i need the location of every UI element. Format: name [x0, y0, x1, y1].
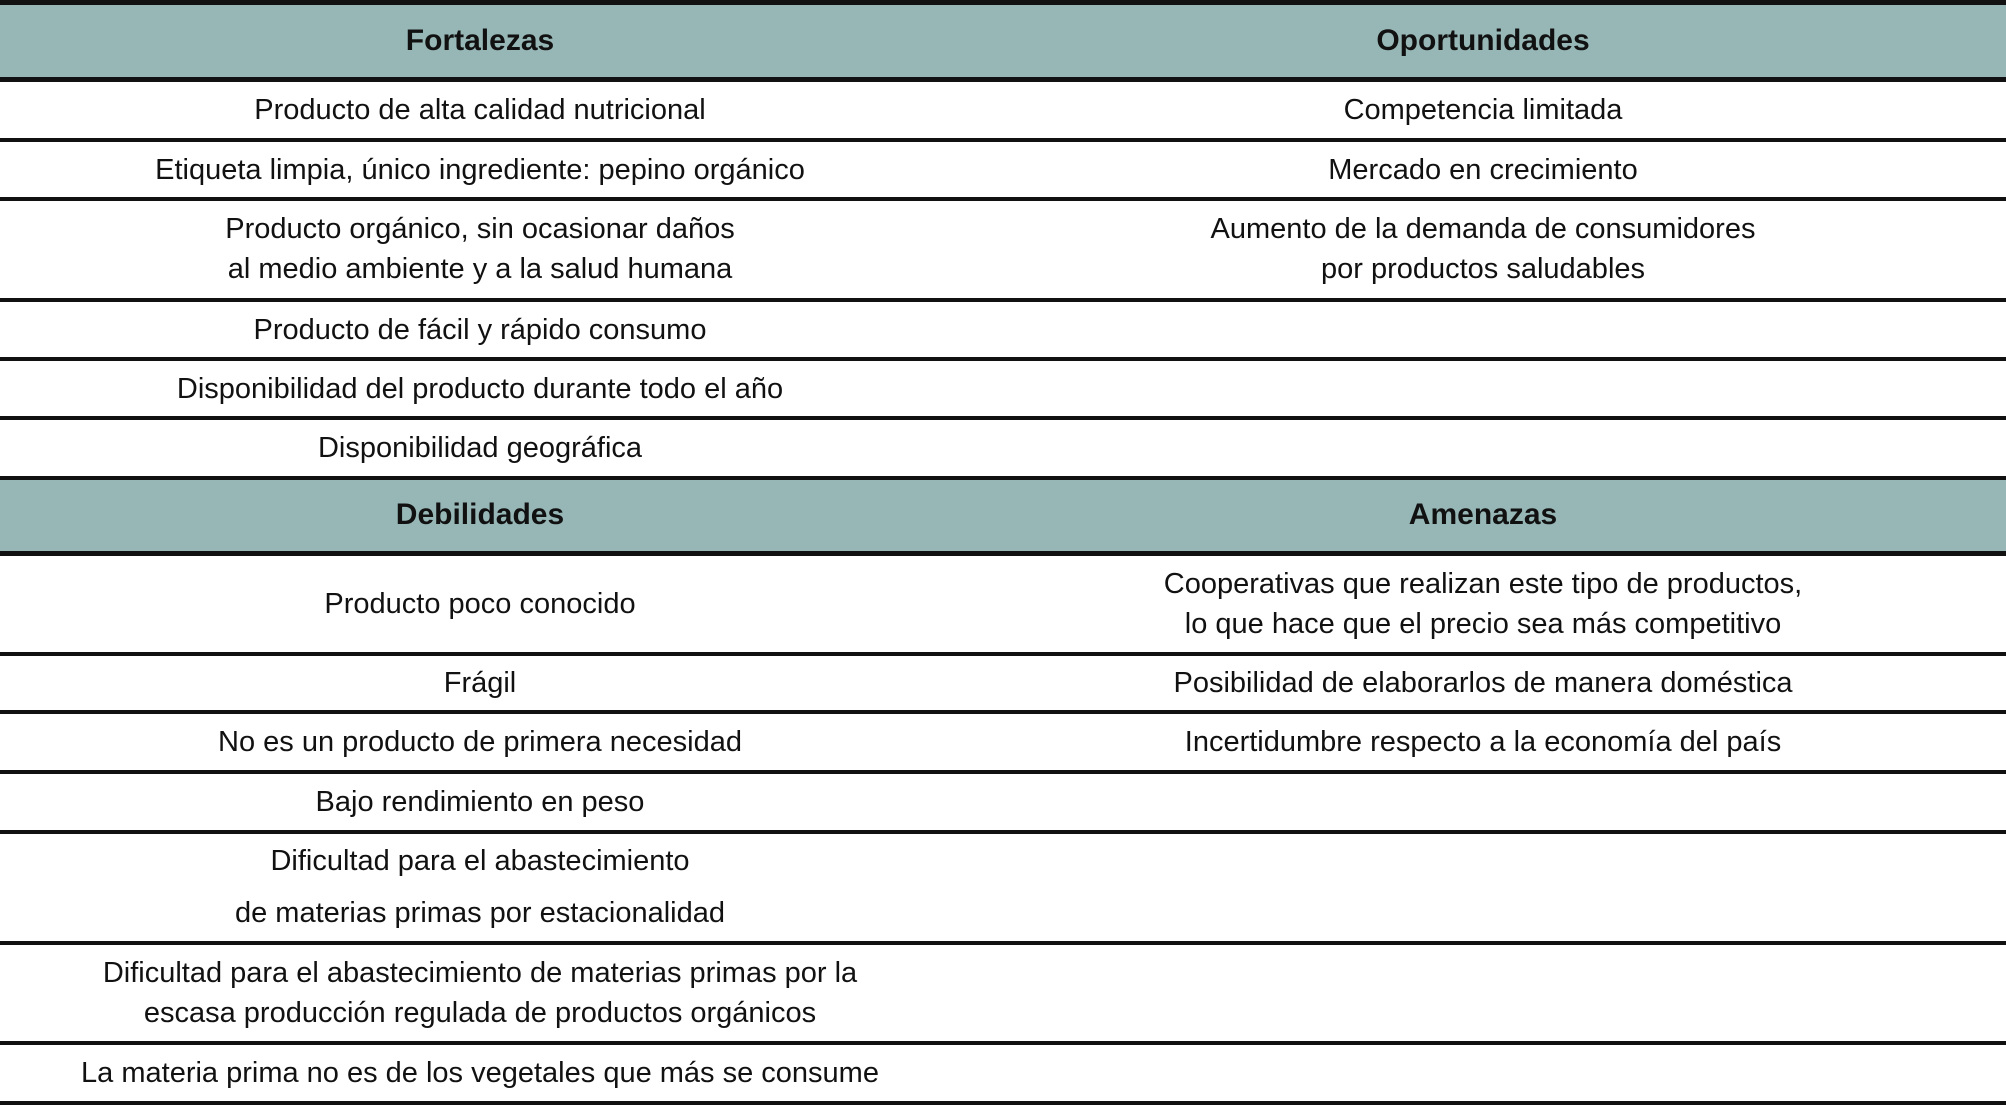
table-row — [0, 199, 2006, 299]
header-row-strengths-opportunities — [0, 3, 2006, 80]
threat-cell — [960, 943, 2006, 1043]
threat-cell — [960, 1043, 2006, 1103]
weakness-cell: La materia prima no es de los vegetales que más se consume — [0, 1043, 960, 1103]
table-row — [0, 140, 2006, 199]
opportunity-cell — [960, 359, 2006, 418]
weakness-cell: Dificultad para el abastecimiento de materias primas por estacionalidad — [0, 832, 960, 943]
strength-cell: Etiqueta limpia, único ingrediente: pepino orgánico — [0, 140, 960, 199]
weakness-cell: Bajo rendimiento en peso — [0, 772, 960, 832]
header-strengths: Fortalezas — [0, 3, 960, 80]
table-row — [0, 772, 2006, 832]
weakness-cell: Dificultad para el abastecimiento de materias primas por la escasa producción regulada de productos orgánicos — [0, 943, 960, 1043]
header-row-weaknesses-threats — [0, 478, 2006, 553]
strength-cell: Disponibilidad del producto durante todo el año — [0, 359, 960, 418]
threat-cell: Posibilidad de elaborarlos de manera doméstica — [960, 654, 2006, 713]
strength-cell: Producto de fácil y rápido consumo — [0, 300, 960, 360]
header-threats: Amenazas — [960, 478, 2006, 553]
weakness-cell: Producto poco conocido — [0, 553, 960, 653]
header-opportunities: Oportunidades — [960, 3, 2006, 80]
strength-cell: Disponibilidad geográfica — [0, 418, 960, 478]
weakness-cell: Frágil — [0, 654, 960, 713]
opportunity-cell: Competencia limitada — [960, 80, 2006, 141]
strength-cell: Producto orgánico, sin ocasionar daños al medio ambiente y a la salud humana — [0, 199, 960, 299]
table-row — [0, 300, 2006, 360]
table-row — [0, 712, 2006, 772]
table-row — [0, 1043, 2006, 1103]
opportunity-cell — [960, 300, 2006, 360]
table-row — [0, 943, 2006, 1043]
table-row — [0, 654, 2006, 713]
table-row — [0, 418, 2006, 478]
opportunity-cell: Aumento de la demanda de consumidores por productos saludables — [960, 199, 2006, 299]
threat-cell — [960, 772, 2006, 832]
header-weaknesses: Debilidades — [0, 478, 960, 553]
strength-cell: Producto de alta calidad nutricional — [0, 80, 960, 141]
table-row — [0, 832, 2006, 943]
table-row — [0, 359, 2006, 418]
threat-cell: Incertidumbre respecto a la economía del país — [960, 712, 2006, 772]
weakness-cell: No es un producto de primera necesidad — [0, 712, 960, 772]
table-row — [0, 80, 2006, 141]
table-row — [0, 553, 2006, 653]
opportunity-cell — [960, 418, 2006, 478]
opportunity-cell: Mercado en crecimiento — [960, 140, 2006, 199]
threat-cell: Cooperativas que realizan este tipo de productos, lo que hace que el precio sea más competitivo — [960, 553, 2006, 653]
threat-cell — [960, 832, 2006, 943]
